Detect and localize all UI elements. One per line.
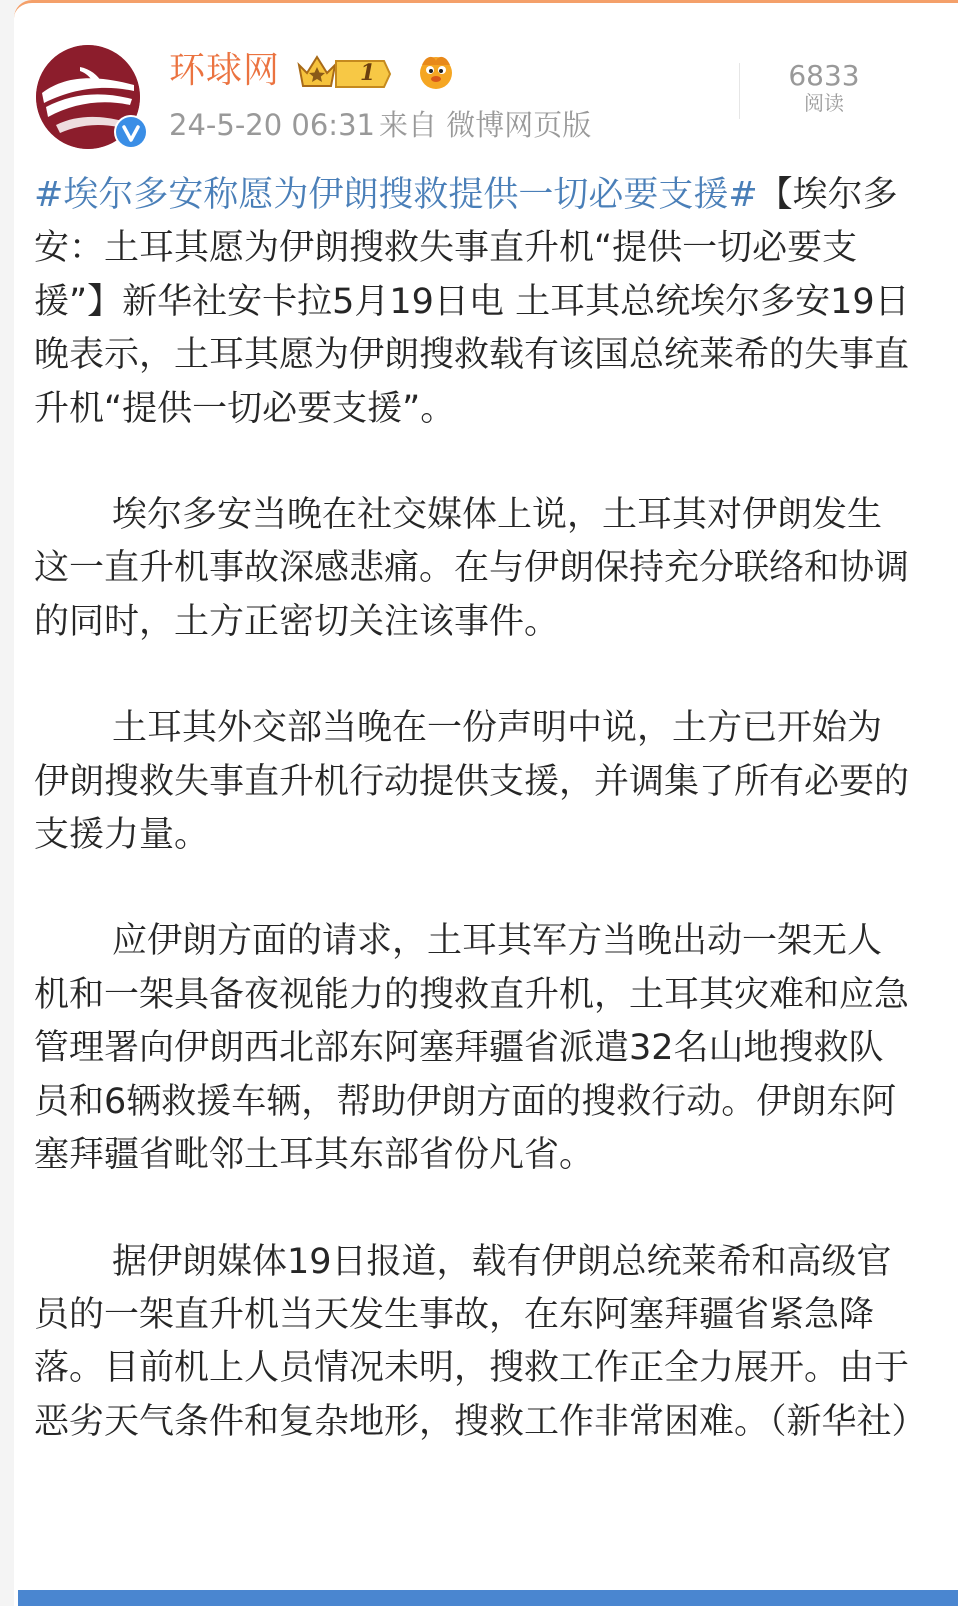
body-paragraph: 土耳其外交部当晚在一份声明中说，土方已开始为伊朗搜救失事直升机行动提供支援，并调集了所有必要的支援力量。: [34, 708, 910, 856]
body-paragraph: 埃尔多安当晚在社交媒体上说，土耳其对伊朗发生这一直升机事故深感悲痛。在与伊朗保持充分联络和协调的同时，土方正密切关注该事件。: [34, 495, 910, 642]
post-intro-paragraph: [34, 169, 914, 436]
hashtag-link[interactable]: #埃尔多安称愿为伊朗搜救提供一切必要支援#: [34, 175, 758, 215]
read-count: 6833: [788, 59, 860, 92]
body-paragraph: 应伊朗方面的请求，土耳其军方当晚出动一架无人机和一架具备夜视能力的搜救直升机，土耳其灾难和应急管理署向伊朗西北部东阿塞拜疆省派遣32名山地搜救队员和6辆救援车辆，帮助伊朗方面的搜救行动。伊朗东阿塞拜疆省毗邻土耳其东部省份凡省。: [34, 921, 910, 1176]
mascot-badge-icon[interactable]: [414, 51, 458, 91]
bottom-bar: [18, 1590, 958, 1606]
author-name[interactable]: 环球网: [169, 50, 281, 91]
body-paragraph: 据伊朗媒体19日报道，载有伊朗总统莱希和高级官员的一架直升机当天发生事故，在东阿塞拜疆省紧急降落。目前机上人员情况未明，搜救工作正全力展开。由于恶劣天气条件和复杂地形，搜救工作非常困难。（新华社）: [34, 1241, 927, 1442]
post-timestamp[interactable]: 24-5-20 06:31: [169, 108, 375, 142]
post-body: [34, 169, 927, 1449]
read-count-block: [774, 61, 874, 115]
header-divider: [739, 63, 740, 119]
level-badge-text: 1: [360, 60, 376, 86]
post-header: [14, 3, 958, 153]
read-label: 阅读: [804, 91, 844, 115]
post-source[interactable]: 来自 微博网页版: [379, 108, 592, 142]
verified-v-icon: [114, 115, 148, 149]
intro-text: 【埃尔多安：土耳其愿为伊朗搜救失事直升机“提供一切必要支援”】新华社安卡拉5月19日电 土耳其总统埃尔多安19日晚表示，土耳其愿为伊朗搜救载有该国总统莱希的失事直升机“提供一切必要支援”。: [34, 175, 910, 429]
weibo-post-card: [14, 0, 958, 1606]
